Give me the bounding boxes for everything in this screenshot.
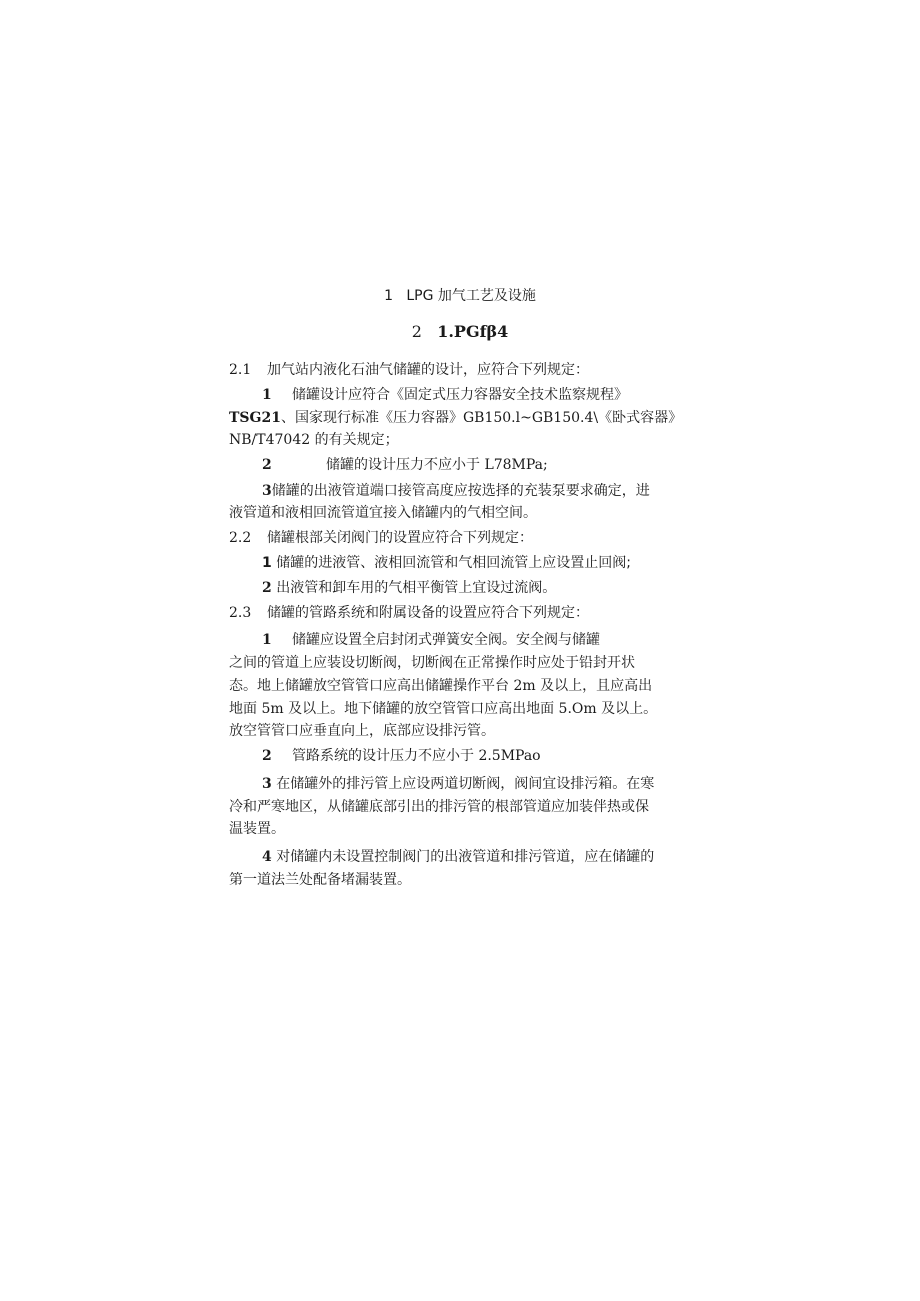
clause-text: 加气站内液化石油气储罐的设计，应符合下列规定： xyxy=(267,362,589,378)
clause-number: 2.3 xyxy=(229,605,252,621)
item-number: 3 xyxy=(262,483,272,499)
clause-2-1-item-2 xyxy=(262,455,548,475)
clause-text: 储罐的管路系统和附属设备的设置应符合下列规定： xyxy=(267,605,589,621)
clause-2-1-item-1 xyxy=(262,385,628,405)
item-text: 储罐应设置全启封闭式弹簧安全阀。安全阀与储罐 xyxy=(292,632,600,648)
clause-number: 2.1 xyxy=(229,362,252,378)
item-text: 出液管和卸车用的气相平衡管上宜设过流阀。 xyxy=(276,580,557,596)
item-text: 第一道法兰处配备堵漏装置。 xyxy=(229,872,411,888)
standard-code: TSG21 xyxy=(229,410,281,426)
clause-2-1-item-1-line-3 xyxy=(229,430,399,450)
clause-number: 2.2 xyxy=(229,530,252,546)
item-number: 3 xyxy=(262,776,272,792)
clause-2-3-item-1-line-5 xyxy=(229,721,495,741)
item-text: 储罐设计应符合《固定式压力容器安全技术监察规程》 xyxy=(292,387,628,403)
clause-2-1-item-1-line-2 xyxy=(229,408,682,428)
item-text: 之间的管道上应装设切断阀，切断阀在正常操作时应处于铅封开状 xyxy=(229,655,635,671)
clause-2-3-item-4-line-2 xyxy=(229,870,411,890)
item-number: 2 xyxy=(262,457,272,473)
clause-2-3-item-1-line-3 xyxy=(229,676,652,696)
clause-2-3-item-1-line-2 xyxy=(229,653,635,673)
chapter-number: 1 xyxy=(384,288,393,304)
item-text: 在储罐外的排污管上应设两道切断阀，阀间宜设排污箱。在寒 xyxy=(276,776,655,792)
item-text: 管路系统的设计压力不应小于 2.5MPao xyxy=(292,748,541,764)
clause-2-3-item-1 xyxy=(262,630,600,650)
item-number: 2 xyxy=(262,580,272,596)
item-text: 液管道和液相回流管道宜接入储罐内的气相空间。 xyxy=(229,505,537,521)
clause-2-3-item-3 xyxy=(262,774,654,794)
item-text: 温装置。 xyxy=(229,821,285,837)
clause-2-1 xyxy=(229,360,589,380)
item-text: 、国家现行标准《压力容器》GB150.l~GB150.4\《卧式容器》 xyxy=(280,410,683,426)
clause-2-3-item-4 xyxy=(262,847,654,867)
item-text: 冷和严寒地区，从储罐底部引出的排污管的根部管道应加装伴热或保 xyxy=(229,799,649,815)
item-number: 1 xyxy=(262,632,272,648)
clause-2-3-item-3-line-3 xyxy=(229,819,285,839)
item-number: 4 xyxy=(262,849,272,865)
clause-2-3-item-2 xyxy=(262,746,541,766)
item-text: 储罐的出液管道端口接管高度应按选择的充装泵要求确定，进 xyxy=(271,483,650,499)
section-number: 2 xyxy=(411,322,422,341)
item-number: 2 xyxy=(262,748,272,764)
clause-2-3-item-1-line-4 xyxy=(229,699,657,719)
item-text: NB/T47042 的有关规定； xyxy=(229,432,399,448)
item-text: 储罐的进液管、液相回流管和气相回流管上应设置止回阀; xyxy=(276,555,631,571)
item-number: 1 xyxy=(262,387,272,403)
clause-2-1-item-3-line-2 xyxy=(229,503,537,523)
item-text: 对储罐内未设置控制阀门的出液管道和排污管道，应在储罐的 xyxy=(276,849,655,865)
clause-2-3 xyxy=(229,603,589,623)
clause-2-2 xyxy=(229,528,533,548)
item-text: 地面 5m 及以上。地下储罐的放空管管口应高出地面 5.Om 及以上。 xyxy=(229,701,658,717)
section-heading xyxy=(0,322,920,342)
clause-2-3-item-3-line-2 xyxy=(229,797,649,817)
clause-2-2-item-2 xyxy=(262,578,556,598)
section-title: 1.PGfβ4 xyxy=(437,322,509,341)
clause-text: 储罐根部关闭阀门的设置应符合下列规定： xyxy=(267,530,533,546)
item-text: 放空管管口应垂直向上，底部应设排污管。 xyxy=(229,723,495,739)
item-number: 1 xyxy=(262,555,272,571)
item-text: 态。地上储罐放空管管口应高出储罐操作平台 2m 及以上，且应高出 xyxy=(229,678,653,694)
clause-2-2-item-1 xyxy=(262,553,631,573)
chapter-title: LPG 加气工艺及设施 xyxy=(406,288,536,304)
chapter-heading xyxy=(0,286,920,306)
clause-2-1-item-3 xyxy=(262,481,650,501)
item-text: 储罐的设计压力不应小于 L78MPa; xyxy=(326,457,548,473)
